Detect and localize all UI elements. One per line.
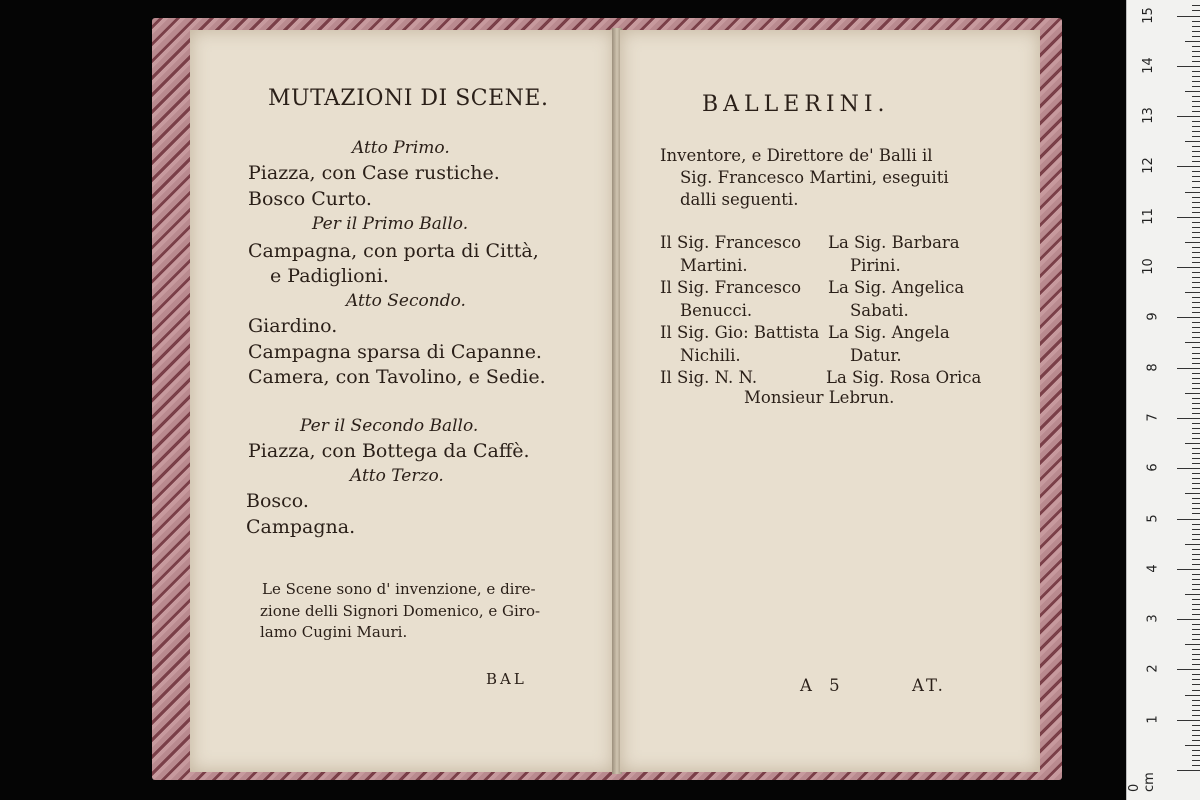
ruler-tick — [1185, 192, 1200, 193]
ruler-tick — [1192, 403, 1200, 404]
ruler-tick — [1192, 86, 1200, 87]
ruler-tick — [1192, 71, 1200, 72]
ruler-tick — [1192, 126, 1200, 127]
ruler-label: 11 — [1141, 207, 1157, 225]
ruler-tick — [1192, 498, 1200, 499]
ruler-tick — [1185, 393, 1200, 394]
ruler-tick — [1192, 473, 1200, 474]
ruler-tick — [1177, 317, 1200, 318]
ruler-tick — [1192, 408, 1200, 409]
ruler-tick — [1177, 418, 1200, 419]
ruler-tick — [1185, 493, 1200, 494]
ruler-tick — [1192, 378, 1200, 379]
ruler-label: 8 — [1145, 362, 1161, 372]
ruler-tick — [1192, 232, 1200, 233]
ruler-tick — [1192, 227, 1200, 228]
ruler-tick — [1192, 750, 1200, 751]
ruler-tick — [1192, 247, 1200, 248]
ruler-tick — [1192, 56, 1200, 57]
dancer-name: Il Sig. N. N. — [660, 368, 758, 387]
ruler-tick — [1192, 287, 1200, 288]
ruler-tick — [1177, 619, 1200, 620]
ruler-tick — [1192, 458, 1200, 459]
dancer-name: La Sig. Rosa Orica — [826, 368, 982, 387]
ruler-tick — [1192, 413, 1200, 414]
dancer-name: Pirini. — [850, 256, 901, 275]
ruler-tick — [1192, 156, 1200, 157]
ruler-tick — [1177, 217, 1200, 218]
ruler-tick — [1185, 695, 1200, 696]
heading-atto-terzo: Atto Terzo. — [350, 466, 444, 486]
ruler-tick — [1192, 176, 1200, 177]
ruler-tick — [1192, 383, 1200, 384]
ruler-tick — [1192, 398, 1200, 399]
ruler-tick — [1192, 433, 1200, 434]
ruler-tick — [1192, 151, 1200, 152]
ruler-tick — [1192, 111, 1200, 112]
ruler-tick — [1192, 96, 1200, 97]
dancer-name: Il Sig. Gio: Battista — [660, 323, 820, 342]
ruler-label: 3 — [1145, 614, 1161, 623]
ruler-label: 15 — [1141, 6, 1157, 24]
ruler-tick — [1192, 388, 1200, 389]
ruler-tick — [1185, 91, 1200, 92]
ruler-tick — [1192, 327, 1200, 328]
ruler-tick — [1192, 599, 1200, 600]
dancer-name: Nichili. — [680, 346, 741, 365]
ruler-tick — [1192, 373, 1200, 374]
ruler-tick — [1192, 222, 1200, 223]
ruler-tick — [1177, 267, 1200, 268]
ruler-tick — [1192, 423, 1200, 424]
ruler-tick — [1192, 534, 1200, 535]
ruler-tick — [1192, 604, 1200, 605]
ruler-tick — [1192, 649, 1200, 650]
scene-line: Piazza, con Bottega da Caffè. — [248, 440, 530, 462]
ruler-tick — [1192, 106, 1200, 107]
ruler-tick — [1192, 181, 1200, 182]
ruler-tick — [1192, 690, 1200, 691]
ruler-label: 10 — [1141, 258, 1157, 275]
ruler-tick — [1177, 166, 1200, 167]
ruler-tick — [1192, 282, 1200, 283]
ruler-tick — [1192, 725, 1200, 726]
scene-line: Campagna. — [246, 516, 356, 538]
ruler-tick — [1185, 41, 1200, 42]
scene-line: Campagna, con porta di Città, — [248, 240, 539, 262]
ruler-tick — [1192, 453, 1200, 454]
ruler-tick — [1185, 342, 1200, 343]
ruler-tick — [1192, 735, 1200, 736]
catchword: BAL — [486, 670, 527, 688]
heading-secondo-ballo: Per il Secondo Ballo. — [300, 416, 479, 436]
ruler-tick — [1192, 584, 1200, 585]
dancer-name: Il Sig. Francesco — [660, 278, 802, 297]
ruler-label: 14 — [1141, 57, 1157, 74]
ruler-tick — [1192, 101, 1200, 102]
ruler-label: 9 — [1145, 312, 1161, 321]
ruler-tick — [1192, 5, 1200, 6]
ruler-label: 0 cm — [1127, 772, 1157, 792]
ruler-tick — [1192, 463, 1200, 464]
ruler-label: 2 — [1145, 664, 1161, 674]
ruler-tick — [1177, 569, 1200, 570]
ruler-tick — [1192, 26, 1200, 27]
ruler-label: 5 — [1145, 513, 1161, 523]
ruler-tick — [1192, 312, 1200, 313]
heading-atto-secondo: Atto Secondo. — [346, 291, 466, 311]
ruler-label: 13 — [1141, 107, 1157, 124]
dancer-name: La Sig. Angelica — [828, 278, 965, 297]
ruler-tick — [1192, 36, 1200, 37]
scene-line: Campagna sparsa di Capanne. — [248, 341, 542, 363]
dancer-name: Monsieur Lebrun. — [744, 388, 895, 407]
ruler-tick — [1192, 478, 1200, 479]
ruler-tick — [1192, 297, 1200, 298]
ruler-tick — [1192, 21, 1200, 22]
ruler-tick — [1192, 559, 1200, 560]
scene-note: lamo Cugini Mauri. — [260, 623, 408, 641]
measurement-ruler — [1126, 0, 1200, 800]
ruler-tick — [1192, 629, 1200, 630]
ruler-tick — [1192, 664, 1200, 665]
ruler-tick — [1192, 262, 1200, 263]
dancer-name: Martini. — [680, 256, 748, 275]
ruler-tick — [1192, 121, 1200, 122]
heading-atto-primo: Atto Primo. — [352, 138, 450, 158]
ruler-tick — [1192, 503, 1200, 504]
ruler-label: 12 — [1141, 157, 1157, 175]
scene-line: Bosco Curto. — [248, 188, 372, 210]
ruler-tick — [1192, 277, 1200, 278]
catchword: AT. — [912, 676, 946, 695]
dancer-name: Benucci. — [680, 301, 753, 320]
ruler-tick — [1192, 187, 1200, 188]
left-page-title: MUTAZIONI DI SCENE. — [268, 86, 549, 111]
ruler-tick — [1192, 161, 1200, 162]
ruler-tick — [1177, 66, 1200, 67]
ruler-tick — [1192, 524, 1200, 525]
ruler-tick — [1192, 740, 1200, 741]
ruler-tick — [1192, 589, 1200, 590]
dancer-name: La Sig. Angela — [828, 323, 950, 342]
ruler-tick — [1192, 31, 1200, 32]
ruler-tick — [1192, 684, 1200, 685]
ruler-tick — [1192, 337, 1200, 338]
ruler-tick — [1192, 765, 1200, 766]
ruler-tick — [1192, 564, 1200, 565]
dancer-name: La Sig. Barbara — [828, 233, 960, 252]
ruler-tick — [1185, 443, 1200, 444]
dancer-name: Il Sig. Francesco — [660, 233, 802, 252]
ruler-tick — [1192, 347, 1200, 348]
ruler-tick — [1192, 639, 1200, 640]
ruler-label: 1 — [1145, 715, 1161, 724]
ruler-tick — [1192, 136, 1200, 137]
ruler-tick — [1192, 51, 1200, 52]
ruler-tick — [1192, 272, 1200, 273]
ruler-tick — [1192, 257, 1200, 258]
ruler-tick — [1177, 468, 1200, 469]
ruler-tick — [1192, 146, 1200, 147]
ruler-tick — [1192, 529, 1200, 530]
ruler-tick — [1192, 302, 1200, 303]
ruler-tick — [1192, 81, 1200, 82]
intro-line: dalli seguenti. — [680, 190, 799, 209]
ruler-tick — [1192, 554, 1200, 555]
scene-note: Le Scene sono d' invenzione, e dire- — [262, 580, 536, 598]
ruler-tick — [1185, 141, 1200, 142]
ruler-tick — [1192, 202, 1200, 203]
ruler-tick — [1192, 634, 1200, 635]
ruler-tick — [1177, 720, 1200, 721]
ruler-tick — [1192, 438, 1200, 439]
ruler-tick — [1192, 353, 1200, 354]
ruler-tick — [1192, 237, 1200, 238]
ruler-tick — [1192, 322, 1200, 323]
heading-primo-ballo: Per il Primo Ballo. — [312, 214, 469, 234]
ruler-tick — [1185, 644, 1200, 645]
ruler-tick — [1192, 212, 1200, 213]
ruler-tick — [1192, 207, 1200, 208]
ruler-tick — [1177, 116, 1200, 117]
ruler-tick — [1192, 579, 1200, 580]
right-page-title: BALLERINI. — [702, 92, 890, 117]
ruler-tick — [1192, 61, 1200, 62]
ruler-tick — [1192, 654, 1200, 655]
dancer-name: Datur. — [850, 346, 902, 365]
ruler-tick — [1192, 508, 1200, 509]
ruler-tick — [1192, 609, 1200, 610]
scene-line: Piazza, con Case rustiche. — [248, 162, 500, 184]
ruler-tick — [1192, 131, 1200, 132]
scene-line: Camera, con Tavolino, e Sedie. — [248, 366, 546, 388]
ruler-tick — [1177, 16, 1200, 17]
ruler-tick — [1192, 448, 1200, 449]
ruler-tick — [1192, 171, 1200, 172]
ruler-tick — [1192, 332, 1200, 333]
ruler-tick — [1192, 76, 1200, 77]
ruler-tick — [1192, 679, 1200, 680]
ruler-tick — [1192, 755, 1200, 756]
ruler-tick — [1185, 594, 1200, 595]
scene-line: Giardino. — [248, 315, 338, 337]
intro-line: Inventore, e Direttore de' Balli il — [660, 146, 933, 165]
intro-line: Sig. Francesco Martini, eseguiti — [680, 168, 949, 187]
ruler-tick — [1192, 624, 1200, 625]
ruler-tick — [1177, 519, 1200, 520]
ruler-tick — [1192, 614, 1200, 615]
ruler-tick — [1185, 544, 1200, 545]
ruler-tick — [1185, 745, 1200, 746]
ruler-tick — [1192, 46, 1200, 47]
page-signature: A 5 — [800, 676, 846, 695]
ruler-tick — [1185, 292, 1200, 293]
ruler-tick — [1192, 197, 1200, 198]
ruler-tick — [1177, 368, 1200, 369]
ruler-tick — [1192, 659, 1200, 660]
scene-line: e Padiglioni. — [270, 265, 389, 287]
dancer-name: Sabati. — [850, 301, 909, 320]
ruler-tick — [1192, 252, 1200, 253]
ruler-tick — [1192, 363, 1200, 364]
ruler-tick — [1192, 488, 1200, 489]
ruler-tick — [1192, 574, 1200, 575]
ruler-tick — [1192, 760, 1200, 761]
ruler-tick — [1192, 483, 1200, 484]
ruler-tick — [1192, 700, 1200, 701]
ruler-tick — [1192, 730, 1200, 731]
ruler-tick — [1192, 674, 1200, 675]
ruler-label: 4 — [1145, 564, 1161, 573]
ruler-tick — [1177, 669, 1200, 670]
ruler-tick — [1177, 770, 1200, 771]
ruler-tick — [1192, 513, 1200, 514]
ruler-tick — [1192, 710, 1200, 711]
ruler-tick — [1192, 549, 1200, 550]
ruler-tick — [1185, 242, 1200, 243]
ruler-tick — [1192, 10, 1200, 11]
right-page — [620, 30, 1040, 772]
scene-note: zione delli Signori Domenico, e Giro- — [260, 602, 541, 620]
ruler-tick — [1192, 705, 1200, 706]
left-page — [190, 30, 614, 772]
scene-line: Bosco. — [246, 490, 309, 512]
ruler-label: 6 — [1145, 463, 1161, 472]
ruler-tick — [1192, 715, 1200, 716]
ruler-label: 7 — [1145, 413, 1161, 422]
ruler-tick — [1192, 539, 1200, 540]
ruler-tick — [1192, 307, 1200, 308]
ruler-tick — [1192, 358, 1200, 359]
ruler-tick — [1192, 428, 1200, 429]
